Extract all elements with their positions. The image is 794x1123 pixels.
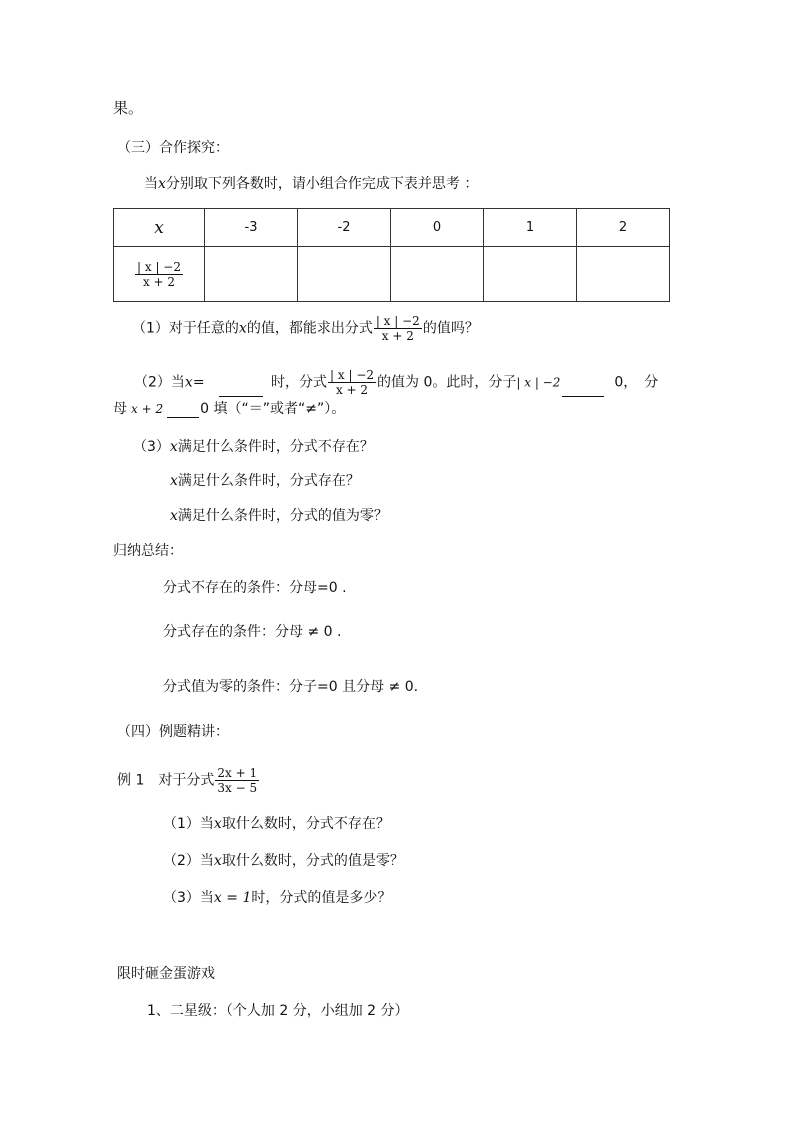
- text: 满足什么条件时，分式存在？: [177, 473, 360, 489]
- example-q2: [163, 852, 404, 870]
- example-q3: [163, 889, 391, 907]
- summary-title: 归纳总结：: [113, 543, 183, 559]
- table-cell: 2: [577, 209, 670, 247]
- var-x: x: [170, 508, 178, 524]
- summary-item: 分式值为零的条件：分子=0 且分母 ≠ 0.: [163, 679, 419, 695]
- fraction-numerator: | x | −2: [330, 368, 375, 382]
- var-x: x: [184, 374, 193, 391]
- text-line: 果。: [113, 99, 144, 117]
- answer-blank[interactable]: [562, 382, 604, 397]
- text: 当: [144, 176, 158, 192]
- text: （2）当: [134, 374, 185, 391]
- fraction-denominator: x + 2: [142, 274, 176, 289]
- question-3c: [170, 507, 388, 525]
- denominator-expr: x + 2: [131, 402, 164, 416]
- fraction-denominator: x + 2: [335, 383, 369, 397]
- fraction-denominator: 3x − 5: [217, 781, 258, 795]
- fraction-numerator: | x | −2: [375, 314, 420, 328]
- fraction: [215, 766, 259, 795]
- text: 的值吗？: [422, 320, 479, 337]
- text: 满足什么条件时，分式不存在？: [177, 439, 374, 455]
- table-cell-blank: [577, 247, 670, 302]
- text: 例 1 对于分式: [117, 772, 215, 789]
- question-3b: [170, 472, 360, 490]
- text: 的值为 0。此时，分子: [377, 374, 517, 391]
- value-table: [113, 208, 670, 302]
- question-2: [134, 368, 658, 397]
- text: 母: [113, 401, 127, 417]
- text: 0， 分: [614, 374, 659, 391]
- text: （1）对于任意的: [132, 320, 239, 337]
- text: 满足什么条件时，分式的值为零？: [177, 508, 388, 524]
- question-1: [132, 314, 479, 343]
- table-cell: -3: [205, 209, 298, 247]
- fraction-numerator: | x | −2: [137, 259, 181, 274]
- math-expr: x = 1: [213, 890, 252, 906]
- game-title: 限时砸金蛋游戏: [117, 966, 215, 982]
- var-x: x: [213, 816, 222, 832]
- table-cell: 0: [391, 209, 484, 247]
- fraction: [328, 368, 376, 397]
- text: （1）当: [163, 816, 214, 832]
- var-x: x: [154, 217, 164, 238]
- var-x: x: [170, 473, 178, 489]
- var-x: x: [169, 439, 178, 455]
- table-cell-blank: [298, 247, 391, 302]
- text: （2）当: [163, 853, 214, 869]
- text: 的值，都能求出分式: [246, 320, 373, 337]
- text: （3）当: [163, 890, 214, 906]
- summary-item: 分式不存在的条件：分母=0 .: [163, 580, 347, 596]
- numerator-expr: | x | −2: [516, 375, 561, 390]
- text: 取什么数时，分式不存在？: [221, 816, 390, 832]
- table-intro: [144, 175, 478, 193]
- table-cell-blank: [205, 247, 298, 302]
- fraction-numerator: 2x + 1: [217, 766, 258, 780]
- summary-item: 分式存在的条件：分母 ≠ 0 .: [163, 624, 342, 640]
- example-1: [117, 766, 260, 795]
- text: 时，分式的值是多少？: [251, 890, 392, 906]
- var-x: x: [238, 320, 247, 337]
- table-header-cell: [114, 247, 205, 302]
- fraction: [135, 260, 183, 289]
- var-x: x: [158, 176, 166, 192]
- section-heading: （三）合作探究：: [117, 140, 229, 156]
- table-cell: -2: [298, 209, 391, 247]
- fraction-denominator: x + 2: [381, 329, 414, 343]
- example-q1: [163, 815, 390, 833]
- fraction: [374, 314, 422, 343]
- text: 取什么数时，分式的值是零？: [221, 853, 404, 869]
- table-cell-blank: [391, 247, 484, 302]
- answer-blank[interactable]: [219, 382, 263, 397]
- section-heading: （四）例题精讲：: [117, 724, 229, 740]
- text: 分别取下列各数时，请小组合作完成下表并思考 ：: [165, 176, 479, 192]
- table-row: [114, 247, 670, 302]
- text: （3）: [133, 439, 170, 455]
- game-item: 1、二星级：（个人加 2 分，小组加 2 分）: [147, 1003, 409, 1019]
- text: =: [192, 374, 205, 391]
- table-row: [114, 209, 670, 247]
- answer-blank[interactable]: [167, 403, 199, 418]
- question-2-cont: [113, 400, 345, 418]
- question-3: [133, 438, 374, 456]
- table-header-cell: [114, 209, 205, 247]
- table-cell-blank: [484, 247, 577, 302]
- text: 0 填（“＝”或者“≠”）。: [200, 401, 346, 417]
- table-cell: 1: [484, 209, 577, 247]
- var-x: x: [213, 853, 222, 869]
- text: 时，分式: [271, 374, 328, 391]
